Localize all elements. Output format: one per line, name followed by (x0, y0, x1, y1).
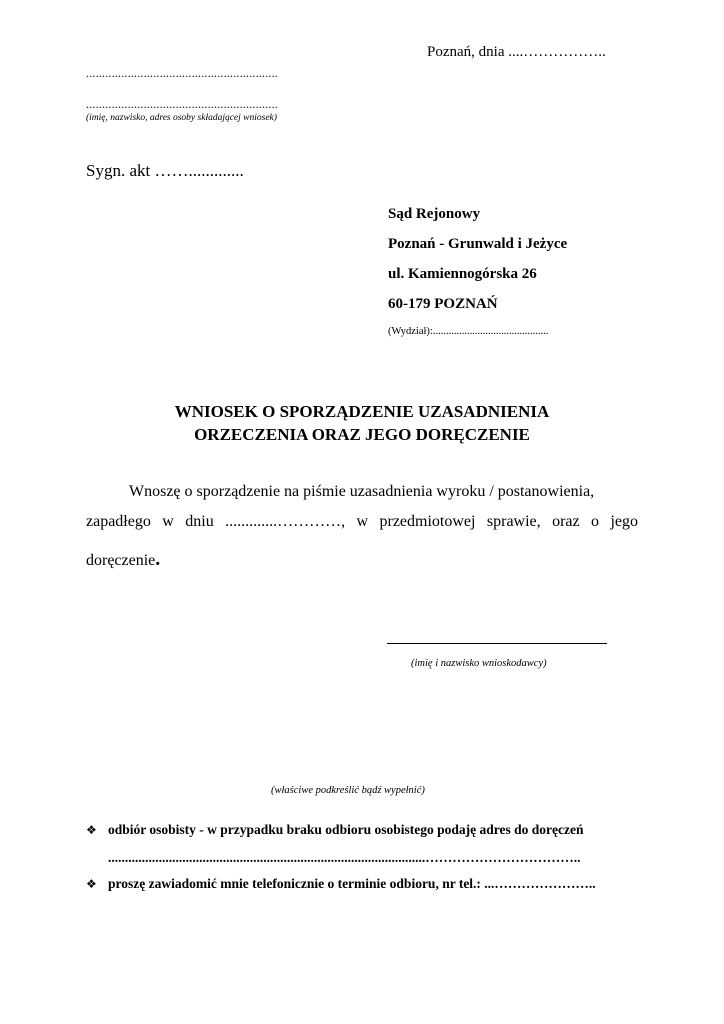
diamond-bullet-icon: ❖ (86, 877, 97, 891)
signature-caption: (imię i nazwisko wnioskodawcy) (411, 658, 547, 669)
option-personal-pickup-label: odbiór osobisty - w przypadku braku odbioru osobistego podaję adres do doręczeń (108, 822, 584, 837)
court-postal-city: 60-179 POZNAŃ (388, 296, 498, 312)
option-phone-notify-label: proszę zawiadomić mnie telefonicznie o terminie odbioru, nr tel.: ...………………….. (108, 876, 596, 891)
body-line-2: zapadłego w dniu .............…………, w przedmiotowej sprawie, oraz o jego (86, 513, 638, 530)
document-title-line-1: WNIOSEK O SPORZĄDZENIE UZASADNIENIA (174, 402, 550, 421)
signature-line (387, 643, 607, 644)
body-line-3-period: . (155, 548, 161, 570)
applicant-caption: (imię, nazwisko, adres osoby składającej wniosek) (86, 113, 277, 123)
applicant-line-1: ............................................................ (86, 66, 278, 80)
body-line-3-text: doręczenie (86, 552, 156, 569)
document-title-line-2: ORZECZENIA ORAZ JEGO DORĘCZENIE (194, 425, 530, 444)
court-department: (Wydział):............................................ (388, 326, 549, 337)
date-line: Poznań, dnia ....…………….. (427, 44, 606, 60)
instruction-note: (właściwe podkreślić bądź wypełnić) (271, 785, 425, 796)
court-district: Poznań - Grunwald i Jeżyce (388, 236, 568, 252)
diamond-bullet-icon: ❖ (86, 823, 97, 837)
option-address-dots: ..............................................................................................…………………………….. (108, 850, 581, 865)
court-name: Sąd Rejonowy (388, 206, 481, 222)
body-line-1: Wnoszę o sporządzenie na piśmie uzasadnienia wyroku / postanowienia, (129, 483, 595, 500)
court-street: ul. Kamiennogórska 26 (388, 266, 537, 282)
option-personal-pickup (86, 822, 583, 838)
case-reference: Sygn. akt ……............. (86, 161, 244, 180)
applicant-line-2: ............................................................ (86, 97, 278, 111)
option-phone-notify (86, 876, 596, 892)
body-line-3 (86, 548, 160, 571)
